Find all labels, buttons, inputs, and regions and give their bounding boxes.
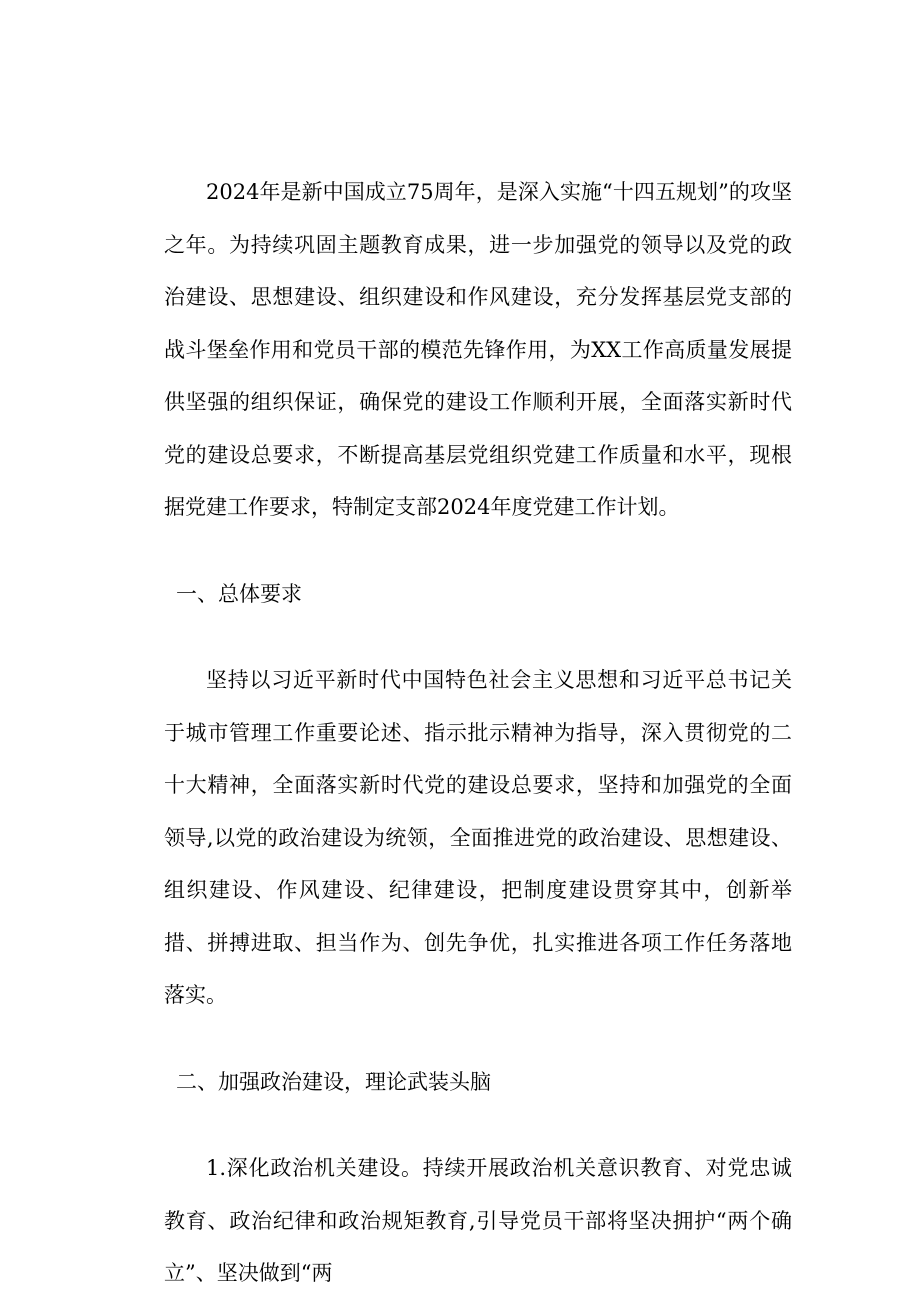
section1-paragraph: 坚持以习近平新时代中国特色社会主义思想和习近平总书记关于城市管理工作重要论述、指示批示精神为指导，深入贯彻党的二十大精神，全面落实新时代党的建设总要求，坚持和加强党的全面领导,以党的政治建设为统领，全面推进党的政治建设、思想建设、组织建设、作风建设、纪律建设，把制度建设贯穿其中，创新举措、拼搏进取、担当作为、创先争优，扎实推进各项工作任务落地落实。 [164, 668, 792, 1007]
section2-item1-paragraph: 1.深化政治机关建设。持续开展政治机关意识教育、对党忠诚教育、政治纪律和政治规矩教育,引导党员干部将坚决拥护“两个确立”、坚决做到“两 [164, 1156, 792, 1285]
section-heading-overall-requirements: 一、总体要求 [176, 581, 302, 606]
spacer [164, 1108, 792, 1142]
document-body [164, 166, 792, 1300]
spacer [164, 620, 792, 654]
spacer [164, 1022, 792, 1056]
intro-paragraph: 2024年是新中国成立75周年，是深入实施“十四五规划”的攻坚之年。为持续巩固主题教育成果，进一步加强党的领导以及党的政治建设、思想建设、组织建设和作风建设，充分发挥基层党支部的战斗堡垒作用和党员干部的模范先锋作用，为XX工作高质量发展提供坚强的组织保证，确保党的建设工作顺利开展，全面落实新时代党的建设总要求，不断提高基层党组织党建工作质量和水平，现根据党建工作要求，特制定支部2024年度党建工作计划。 [164, 180, 792, 519]
section-heading-political-construction: 二、加强政治建设，理论武装头脑 [176, 1069, 491, 1094]
spacer [164, 534, 792, 568]
